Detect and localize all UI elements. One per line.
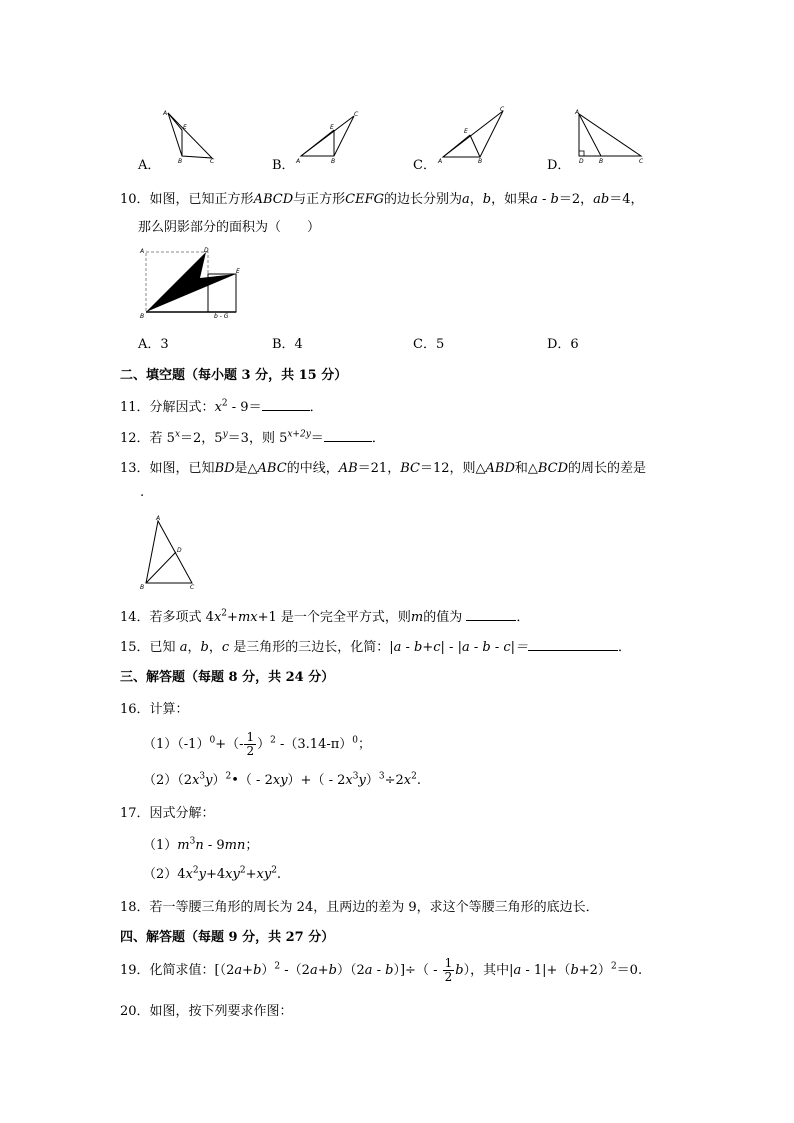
q10-line1: 10．如图，已知正方形ABCD与正方形CEFG的边长分别为a，b，如果a - b＝2，ab＝4， (120, 192, 644, 207)
answer-blank[interactable] (528, 640, 618, 651)
label-b: B (140, 584, 145, 591)
q9-figure-a (160, 108, 220, 163)
q17-part2: $(2)4x^2y+4xy^2+xy^2$. (143, 865, 282, 882)
label-b: B (599, 158, 604, 165)
answer-blank[interactable] (324, 431, 372, 442)
label-e: E (464, 128, 468, 135)
q20: 20．如图，按下列要求作图： (120, 1004, 293, 1019)
q10-figure (138, 246, 243, 322)
label-a: A (438, 158, 443, 165)
q16-title: 16．计算： (120, 702, 189, 717)
q13-figure (140, 515, 200, 590)
q14: 14．若多项式 $4x^2+mx+1$ 是一个完全平方式，则m的值为 ． (120, 608, 530, 625)
q9-option-c[interactable]: C． (413, 158, 436, 173)
fraction-one-half: $\frac{1}{2}$ (246, 730, 255, 758)
label-d: D (204, 247, 209, 254)
label-a: A (163, 110, 168, 117)
label-a: A (156, 515, 161, 522)
label-a: A (296, 158, 301, 165)
q17-title: 17．因式分解： (120, 806, 215, 821)
q10-option-d[interactable]: D．6 (547, 337, 579, 352)
q10-option-a[interactable]: A．3 (138, 337, 169, 352)
q9-option-d[interactable]: D． (547, 158, 571, 173)
section-4-heading: 四、解答题（每题 9 分，共 27 分） (120, 930, 335, 945)
q9-option-a[interactable]: A． (138, 158, 161, 173)
fraction-one-half: $\frac{1}{2}$ (444, 956, 453, 984)
label-c: C (639, 158, 644, 165)
q10-option-c[interactable]: C．5 (413, 337, 445, 352)
label-c: C (210, 158, 215, 165)
label-e: E (183, 124, 187, 131)
label-g: b - G (214, 313, 229, 320)
label-c: C (190, 584, 195, 591)
q16-part1: $(1)(-1)^0+(-$ $\frac{1}{2}$ ）$^2$ $-(3.14-\pi)^0$； (143, 730, 372, 758)
label-d: D (177, 547, 182, 554)
label-c: C (500, 106, 505, 113)
section-3-heading: 三、解答题（每题 8 分，共 24 分） (120, 670, 335, 685)
label-b: B (178, 158, 183, 165)
q9-figure-c (438, 105, 508, 163)
q19: 19．化简求值：[$(2a+b)^2$ -（2a+b）（2a - b）]÷（ - $\frac{1}{2}$ b），其中$|a - 1|+(b+2)^2=0$. (120, 956, 643, 984)
q12: 12．若 $5^x=2$，$5^y=3$，则 $5^{x+2y}=$ ． (120, 429, 385, 446)
q18: 18．若一等腰三角形的周长为 24，且两边的差为 9，求这个等腰三角形的底边长． (120, 900, 599, 915)
q13-dot: . (140, 485, 145, 500)
label-d: D (579, 158, 584, 165)
q10-option-b[interactable]: B．4 (272, 337, 303, 352)
q11: 11．分解因式：$x^2 - 9=$ ． (120, 398, 323, 415)
label-c: C (354, 111, 359, 118)
q9-figure-b (296, 108, 361, 163)
q13: 13．如图，已知BD是△ABC的中线，AB＝21，BC＝12，则△ABD和△BCD的周长的差是 (120, 461, 647, 476)
q17-part1: $(1)m^3n - 9mn$； (143, 836, 259, 853)
label-a: A (140, 248, 145, 255)
label-a: A (575, 109, 580, 116)
q9-figure-d (573, 108, 648, 163)
answer-blank[interactable] (262, 400, 310, 411)
label-b: B (331, 158, 336, 165)
section-2-heading: 二、填空题（每小题 3 分，共 15 分） (120, 368, 348, 383)
q15: 15．已知 a，b，c 是三角形的三边长，化简：|a - b+c| - |a - b - c|＝ ． (120, 640, 632, 655)
q16-part2: $(2)(2x^3y)^2•( - 2xy)+( - 2x^3y)^3\div 2x^2$. (143, 771, 421, 788)
q9-option-b[interactable]: B． (272, 158, 295, 173)
label-e: E (236, 268, 240, 275)
label-b: B (140, 313, 145, 320)
q10-line2: 那么阴影部分的面积为（ ） (138, 220, 321, 235)
label-b: B (478, 158, 483, 165)
label-e: E (330, 124, 334, 131)
answer-blank[interactable] (466, 610, 516, 621)
